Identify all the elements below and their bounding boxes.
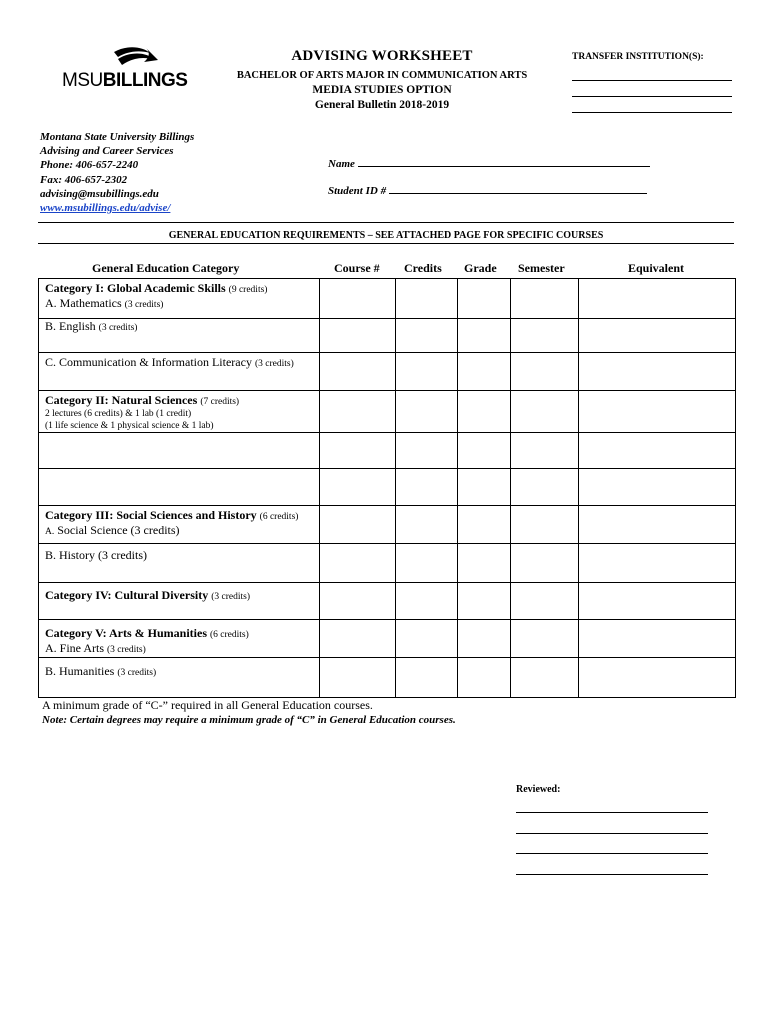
math-label: A. Mathematics	[45, 296, 122, 310]
category-cell	[39, 506, 320, 544]
table-row	[39, 506, 736, 544]
category-3-credits: (6 credits)	[259, 512, 299, 522]
reviewed-line-3[interactable]	[516, 853, 708, 854]
equivalent-cell[interactable]	[579, 353, 736, 391]
category-cell	[39, 469, 320, 506]
student-id-input-line[interactable]	[389, 183, 647, 194]
transfer-institution-line-3[interactable]	[572, 112, 732, 113]
semester-cell[interactable]	[511, 469, 579, 506]
gen-ed-heading: GENERAL EDUCATION REQUIREMENTS – SEE ATTACHED PAGE FOR SPECIFIC COURSES	[168, 230, 604, 241]
table-row	[39, 353, 736, 391]
table-row	[39, 279, 736, 319]
credits-cell[interactable]	[396, 279, 458, 319]
credits-cell[interactable]	[396, 658, 458, 698]
humanities-credits: (3 credits)	[117, 668, 157, 678]
credits-cell[interactable]	[396, 544, 458, 583]
communication-credits: (3 credits)	[254, 359, 294, 369]
table-row	[39, 433, 736, 469]
degree-title: BACHELOR OF ARTS MAJOR IN COMMUNICATION ARTS	[236, 70, 528, 81]
category-5-title: Category V: Arts & Humanities	[45, 626, 207, 640]
category-cell	[39, 353, 320, 391]
semester-cell[interactable]	[511, 544, 579, 583]
grade-cell[interactable]	[458, 469, 511, 506]
credits-cell[interactable]	[396, 433, 458, 469]
fine-arts-credits: (3 credits)	[107, 645, 146, 655]
math-credits: (3 credits)	[124, 300, 164, 310]
category-cell	[39, 620, 320, 658]
course-cell[interactable]	[320, 544, 396, 583]
category-5-credits: (6 credits)	[210, 630, 249, 640]
grade-cell[interactable]	[458, 319, 511, 353]
semester-cell[interactable]	[511, 279, 579, 319]
course-cell[interactable]	[320, 353, 396, 391]
table-row	[39, 319, 736, 353]
option-title: MEDIA STUDIES OPTION	[312, 84, 452, 96]
course-cell[interactable]	[320, 433, 396, 469]
phone-number: Phone: 406-657-2240	[40, 159, 139, 172]
grade-cell[interactable]	[458, 544, 511, 583]
grade-cell[interactable]	[458, 620, 511, 658]
email-address: advising@msubillings.edu	[40, 187, 159, 200]
minimum-grade-note: A minimum grade of “C-” required in all General Education courses.	[42, 698, 373, 712]
semester-cell[interactable]	[511, 658, 579, 698]
equivalent-cell[interactable]	[579, 391, 736, 433]
equivalent-cell[interactable]	[579, 620, 736, 658]
equivalent-cell[interactable]	[579, 544, 736, 583]
course-cell[interactable]	[320, 506, 396, 544]
contact-block	[40, 130, 194, 215]
credits-cell[interactable]	[396, 469, 458, 506]
table-row	[39, 620, 736, 658]
category-1-title: Category I: Global Academic Skills	[45, 281, 226, 295]
category-1-credits: (9 credits)	[228, 285, 268, 295]
category-4-credits: (3 credits)	[211, 592, 250, 602]
name-field	[328, 156, 650, 170]
history-label: B. History (3 credits)	[45, 548, 147, 562]
social-science-label: Social Science (3 credits)	[57, 523, 180, 537]
category-cell	[39, 391, 320, 433]
transfer-institution-line-1[interactable]	[572, 80, 732, 81]
equivalent-cell[interactable]	[579, 469, 736, 506]
semester-cell[interactable]	[511, 506, 579, 544]
course-cell[interactable]	[320, 583, 396, 620]
grade-cell[interactable]	[458, 583, 511, 620]
transfer-institution-line-2[interactable]	[572, 96, 732, 97]
category-cell	[39, 544, 320, 583]
page-title: ADVISING WORKSHEET	[291, 48, 473, 64]
reviewed-line-1[interactable]	[516, 812, 708, 813]
natural-science-requirement-2: (1 life science & 1 physical science & 1 lab)	[45, 421, 214, 431]
office-name: Advising and Career Services	[40, 145, 174, 158]
semester-cell[interactable]	[511, 583, 579, 620]
grade-cell[interactable]	[458, 433, 511, 469]
course-cell[interactable]	[320, 319, 396, 353]
bulletin-year: General Bulletin 2018-2019	[314, 99, 450, 111]
grade-cell[interactable]	[458, 279, 511, 319]
name-input-line[interactable]	[358, 156, 650, 167]
credits-cell[interactable]	[396, 506, 458, 544]
name-label: Name	[328, 158, 355, 170]
fax-number: Fax: 406-657-2302	[40, 173, 128, 186]
column-header-credits: Credits	[404, 261, 442, 275]
transfer-institution-label: TRANSFER INSTITUTION(S):	[572, 52, 704, 62]
table-row	[39, 391, 736, 433]
credits-cell[interactable]	[396, 353, 458, 391]
column-header-course: Course #	[334, 261, 380, 275]
category-3-title: Category III: Social Sciences and History	[45, 508, 257, 522]
table-row	[39, 583, 736, 620]
grade-cell[interactable]	[458, 506, 511, 544]
table-row	[39, 469, 736, 506]
semester-cell[interactable]	[511, 319, 579, 353]
gen-ed-table	[38, 278, 736, 698]
category-cell	[39, 319, 320, 353]
credits-cell[interactable]	[396, 391, 458, 433]
course-cell[interactable]	[320, 279, 396, 319]
grade-cell[interactable]	[458, 391, 511, 433]
logo-wordmark: MSUBILLINGS	[62, 70, 188, 91]
course-cell[interactable]	[320, 391, 396, 433]
column-header-semester: Semester	[518, 261, 565, 275]
semester-cell[interactable]	[511, 391, 579, 433]
course-cell[interactable]	[320, 620, 396, 658]
university-name: Montana State University Billings	[40, 131, 195, 143]
semester-cell[interactable]	[511, 620, 579, 658]
humanities-label: B. Humanities	[45, 664, 115, 678]
worksheet-title-block	[234, 48, 530, 111]
course-cell[interactable]	[320, 658, 396, 698]
category-2-title: Category II: Natural Sciences	[45, 393, 198, 407]
msu-billings-logo	[62, 44, 212, 94]
equivalent-cell[interactable]	[579, 433, 736, 469]
equivalent-cell[interactable]	[579, 583, 736, 620]
section-rule-bottom	[38, 243, 734, 244]
category-cell	[39, 279, 320, 319]
equivalent-cell[interactable]	[579, 506, 736, 544]
website-link[interactable]: www.msubillings.edu/advise/	[40, 202, 171, 215]
column-header-category: General Education Category	[92, 261, 240, 275]
student-id-label: Student ID #	[328, 185, 387, 197]
grade-cell[interactable]	[458, 658, 511, 698]
credits-cell[interactable]	[396, 620, 458, 658]
section-rule-top	[38, 222, 734, 223]
table-row	[39, 544, 736, 583]
grade-cell[interactable]	[458, 353, 511, 391]
reviewed-line-4[interactable]	[516, 874, 708, 875]
natural-science-requirement-1: 2 lectures (6 credits) & 1 lab (1 credit)	[45, 409, 192, 419]
communication-label: C. Communication & Information Literacy	[45, 355, 252, 369]
social-science-prefix: A.	[45, 527, 55, 537]
category-cell	[39, 658, 320, 698]
column-header-grade: Grade	[464, 261, 497, 275]
english-label: B. English	[45, 319, 96, 333]
category-4-title: Category IV: Cultural Diversity	[45, 588, 209, 602]
equivalent-cell[interactable]	[579, 279, 736, 319]
semester-cell[interactable]	[511, 433, 579, 469]
english-credits: (3 credits)	[98, 323, 138, 333]
fine-arts-label: A. Fine Arts	[45, 641, 105, 655]
course-cell[interactable]	[320, 469, 396, 506]
reviewed-line-2[interactable]	[516, 833, 708, 834]
category-cell	[39, 583, 320, 620]
category-2-credits: (7 credits)	[200, 397, 240, 407]
column-header-equivalent: Equivalent	[628, 261, 685, 275]
semester-cell[interactable]	[511, 353, 579, 391]
degree-grade-note: Note: Certain degrees may require a minimum grade of “C” in General Education courses.	[42, 714, 456, 726]
equivalent-cell[interactable]	[579, 319, 736, 353]
table-row	[39, 658, 736, 698]
student-id-field	[328, 183, 647, 197]
reviewed-label: Reviewed:	[516, 784, 561, 795]
credits-cell[interactable]	[396, 583, 458, 620]
credits-cell[interactable]	[396, 319, 458, 353]
equivalent-cell[interactable]	[579, 658, 736, 698]
category-cell	[39, 433, 320, 469]
